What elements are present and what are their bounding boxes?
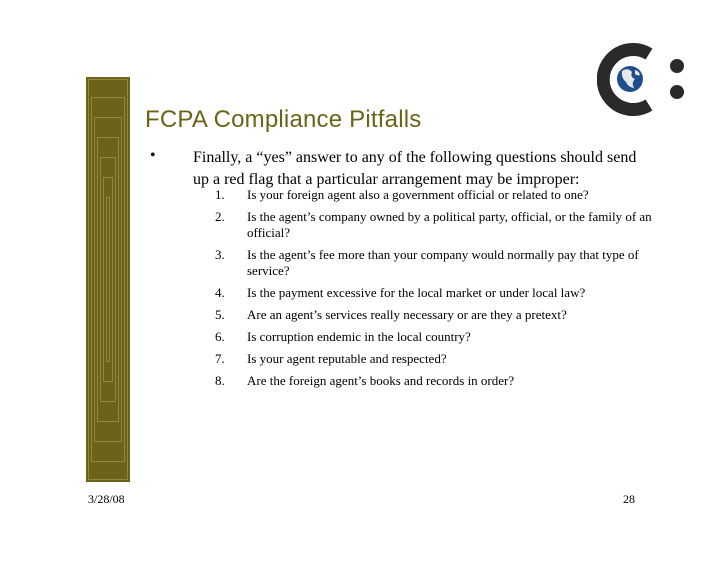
- item-number: 5.: [215, 307, 225, 322]
- list-item: [215, 247, 655, 279]
- list-item: [215, 307, 655, 323]
- company-logo: [597, 42, 687, 117]
- item-text: Is your agent reputable and respected?: [247, 351, 447, 366]
- decorative-sidebar: [86, 77, 130, 482]
- list-item: [215, 285, 655, 301]
- item-text: Are the foreign agent’s books and records in order?: [247, 373, 515, 388]
- item-text: Is the payment excessive for the local market or under local law?: [247, 285, 586, 300]
- list-item: [215, 187, 655, 203]
- list-item: [215, 209, 655, 241]
- list-item: [215, 351, 655, 367]
- item-number: 7.: [215, 351, 225, 366]
- item-text: Is corruption endemic in the local country?: [247, 329, 471, 344]
- item-text: Are an agent’s services really necessary or are they a pretext?: [247, 307, 567, 322]
- item-number: 4.: [215, 285, 225, 300]
- bullet-marker: •: [150, 147, 156, 164]
- list-item: [215, 373, 655, 389]
- footer-date: 3/28/08: [88, 492, 125, 506]
- list-item: [215, 329, 655, 345]
- item-number: 8.: [215, 373, 225, 388]
- slide-title: FCPA Compliance Pitfalls: [145, 106, 422, 133]
- item-number: 3.: [215, 247, 225, 262]
- item-text: Is your foreign agent also a government official or related to one?: [247, 187, 589, 202]
- intro-paragraph: Finally, a “yes” answer to any of the following questions should send up a red flag that a particular arrangement may be improper:: [193, 149, 637, 188]
- item-number: 6.: [215, 329, 225, 344]
- item-number: 1.: [215, 187, 225, 202]
- page-number: 28: [623, 492, 635, 506]
- item-text: Is the agent’s company owned by a political party, official, or the family of an official?: [247, 209, 652, 240]
- item-text: Is the agent’s fee more than your company would normally pay that type of service?: [247, 247, 639, 278]
- question-list: [215, 187, 655, 395]
- item-number: 2.: [215, 209, 225, 224]
